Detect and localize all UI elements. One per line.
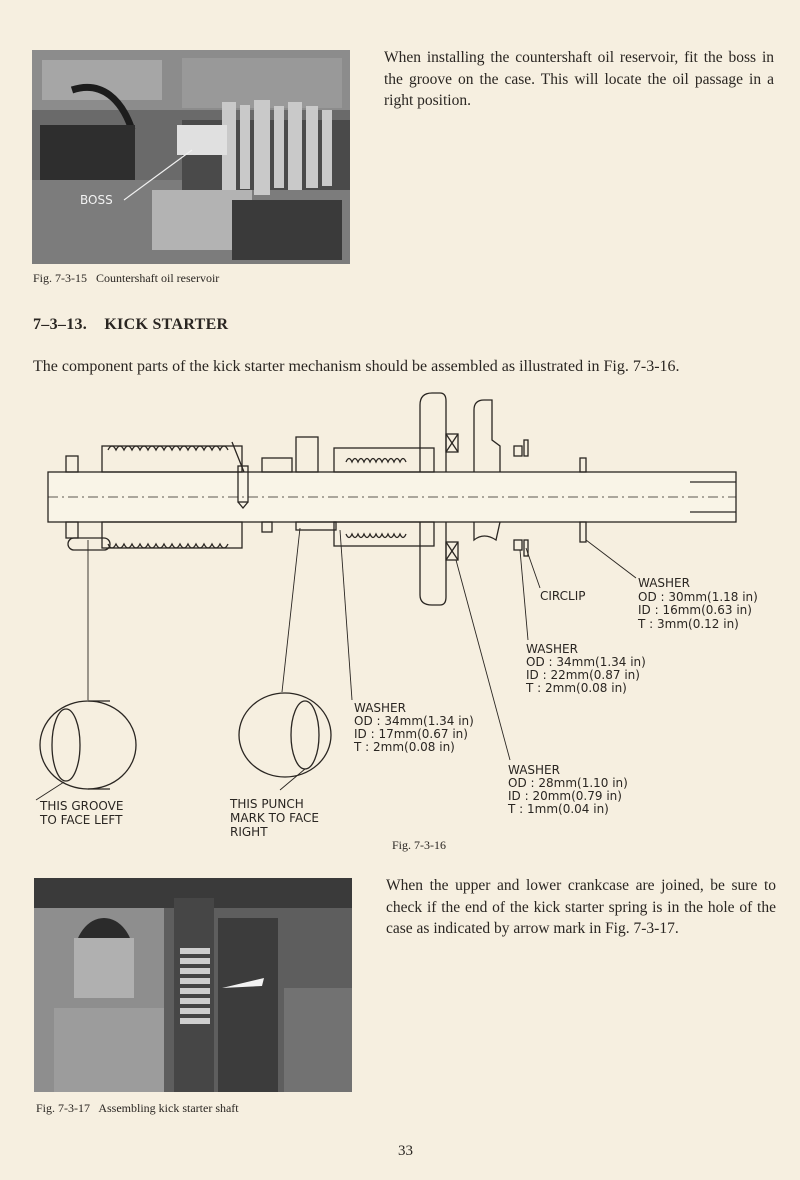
punch-note-line2: MARK TO FACE [230, 811, 319, 825]
washer-bottom-id: ID : 20mm(0.79 in) [508, 789, 622, 803]
washer-right-id: ID : 16mm(0.63 in) [638, 603, 752, 617]
washer-left-id: ID : 17mm(0.67 in) [354, 727, 468, 741]
washer-bottom-title: WASHER [508, 763, 560, 777]
washer-mid-id: ID : 22mm(0.87 in) [526, 668, 640, 682]
countershaft-photo [32, 50, 350, 264]
washer-right-t: T : 3mm(0.12 in) [638, 617, 739, 631]
washer-bottom-od: OD : 28mm(1.10 in) [508, 776, 628, 790]
washer-mid-od: OD : 34mm(1.34 in) [526, 655, 646, 669]
groove-note-line1: THIS GROOVE [40, 799, 124, 813]
fig-7-3-15-caption: Fig. 7-3-15 Countershaft oil reservoir [33, 271, 220, 285]
circlip-label: CIRCLIP [540, 589, 586, 603]
section-heading [33, 316, 228, 334]
washer-mid-title: WASHER [526, 642, 578, 656]
boss-label: BOSS [80, 193, 113, 207]
section-number: 7–3–13. [33, 316, 88, 333]
punch-note-line3: RIGHT [230, 825, 268, 839]
groove-note-line2: TO FACE LEFT [40, 813, 123, 827]
washer-bottom-t: T : 1mm(0.04 in) [508, 802, 609, 816]
crankcase-paragraph: When the upper and lower crankcase are joined, be sure to check if the end of the kick starter spring is in the hole of the case as indicated by arrow mark in Fig. 7-3-17. [386, 877, 776, 937]
section-title: KICK STARTER [104, 316, 229, 333]
kick-starter-diagram [0, 380, 800, 850]
washer-right-title: WASHER [638, 576, 690, 590]
washer-left-od: OD : 34mm(1.34 in) [354, 714, 474, 728]
kick-starter-photo [34, 878, 352, 1092]
fig-7-3-16-caption: Fig. 7-3-16 [392, 838, 446, 852]
fig-7-3-17-caption: Fig. 7-3-17 Assembling kick starter shaft [36, 1101, 239, 1115]
page-number: 33 [398, 1143, 413, 1159]
washer-left-title: WASHER [354, 701, 406, 715]
washer-left-t: T : 2mm(0.08 in) [354, 740, 455, 754]
intro-paragraph: When installing the countershaft oil reservoir, fit the boss in the groove on the case. This will locate the oil passage in a right position. [384, 49, 774, 109]
washer-right-od: OD : 30mm(1.18 in) [638, 590, 758, 604]
washer-mid-t: T : 2mm(0.08 in) [526, 681, 627, 695]
section-paragraph: The component parts of the kick starter mechanism should be assembled as illustrated in Fig. 7-3-16. [33, 358, 680, 375]
punch-note-line1: THIS PUNCH [230, 797, 304, 811]
